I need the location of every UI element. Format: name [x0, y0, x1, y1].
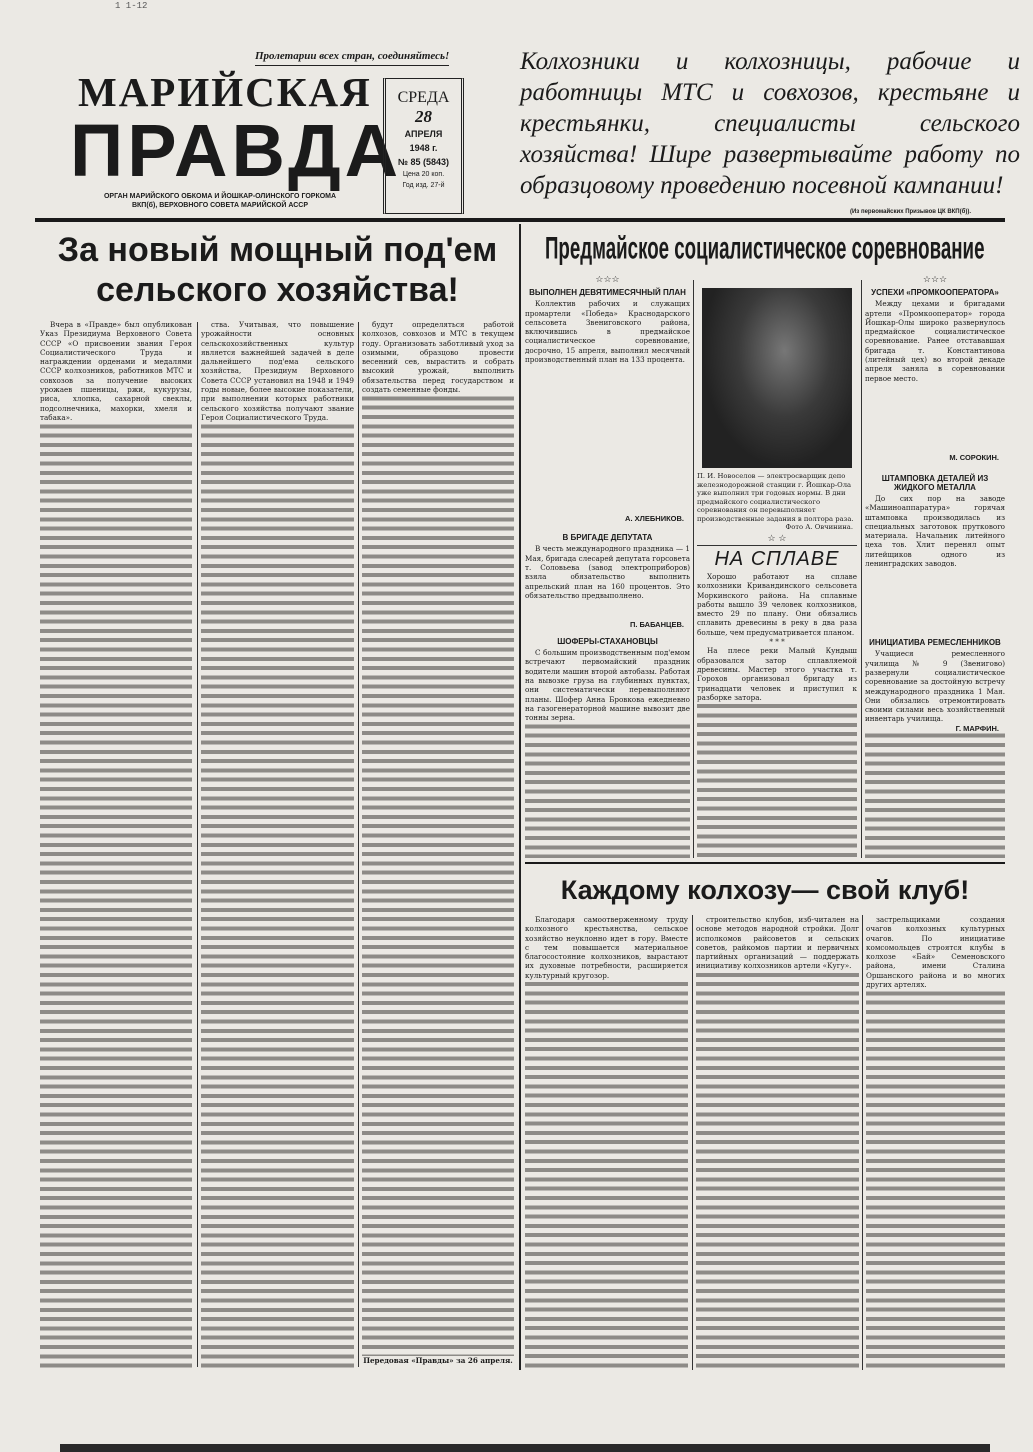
month: АПРЕЛЯ	[404, 129, 443, 139]
competition-column-1	[525, 276, 690, 858]
masthead-title-line2: ПРАВДА	[70, 109, 403, 192]
weekday: СРЕДА	[397, 89, 450, 106]
lead-column-1	[40, 320, 192, 1370]
article-title: В БРИГАДЕ ДЕПУТАТА	[525, 523, 690, 544]
column-divider	[861, 280, 862, 858]
stars-ornament: ☆☆☆	[525, 276, 690, 285]
lead-paragraph: Вчера в «Правде» был опубликован Указ Президиума Верховного Совета СССР «О присвоении звания Героя Социалистического Труда и награждении орденами и медалями СССР колхозников, работников МТС и совхозов за получение высоких урожаев пшеницы, ржи, кукурузы, риса, хлопка, сахарной свеклы, подсолнечника, махорки, хмеля и табака».	[40, 320, 192, 422]
price: Цена 20 коп.	[402, 171, 445, 178]
lead-headline	[40, 230, 515, 310]
column-divider	[862, 915, 863, 1370]
column-divider	[693, 280, 694, 858]
splav-column: Хорошо работают на сплаве колхозники Кривандинского сельсовета Моркинского района. На сплавные работы вышло 39 человек колхозников, вместо 29 по плану. Они обязались сплавить древесины в реку в два раза больше, чем предусматривается планом. * * * На плесе реки Малый Кундыш образовался затор сплавляемой древесины. Мастер этого участка т. Горохов организовал бригаду из тринадцати человек и приступил к разборке затора.	[697, 572, 857, 858]
competition-column-3	[865, 276, 1005, 858]
article-title: УСПЕХИ «ПРОМКООПЕРАТОРА»	[865, 285, 1005, 299]
year: 1948 г.	[409, 143, 438, 153]
photo-credit: Фото А. Овчинина.	[785, 523, 853, 531]
competition-headline: Предмайское социалистическое соревнование	[545, 231, 985, 267]
article-text: До сих пор на заводе «Машиноаппаратура» горячая штамповка производилась из специальных заготовок прутковоro материала. Начальник литейного цеха тов. Хлит перенял опыт литейщиков одного из ленинградских заводов.	[865, 493, 1005, 569]
photo-and-splav-block	[697, 472, 857, 858]
club-paragraph: строительство клубов, изб-читален на основе методов народной стройки. Долг исполкомов райсоветов и сельских советов, райкомов партии и первичных партийных организаций — поддержать инициативу колхозников артели «Кугу».	[696, 915, 859, 971]
column-divider	[692, 915, 693, 1370]
club-headline: Каждому колхозу— свой клуб!	[560, 875, 970, 905]
lead-headline-line1: За новый мощный под'ем	[57, 231, 498, 269]
edition-year: Год изд. 27-й	[402, 182, 445, 189]
splav-title: НА СПЛАВЕ	[714, 548, 840, 570]
article-title: ВЫПОЛНЕН ДЕВЯТИМЕСЯЧНЫЙ ПЛАН	[525, 285, 690, 299]
lead-source: Передовая «Правды» за 26 апреля.	[362, 1356, 514, 1370]
stars-ornament: ☆☆☆	[865, 276, 1005, 285]
slogan-source: (Из первомайских Призывов ЦК ВКП(б)).	[850, 209, 971, 215]
article-signature: Г. МАРФИН.	[865, 724, 1005, 733]
article-text: Коллектив рабочих и служащих промартели «Победа» Краснодарского сельсовета Звениговского района, включившись в предмайское социалистическое соревнование, досрочно, 15 апреля, выполнил месячный производственный план на 133 процента.	[525, 299, 690, 365]
article-text: Между цехами и бригадами артели «Промкооператор» города Йошкар-Олы широко развернулось предмайское социалистическое соревнование. Ранее отстававшая бригада т. Константинова (литейный цех) во второй декаде апреля заняла в соревновании первое место.	[865, 299, 1005, 383]
photo-caption: П. И. Новоселов — электросварщик депо железнодорожной станции г. Йошкар-Ола уже выполнил три годовых нормы. В дни предмайского социалистического соревнования он перевыполняет производственные задания в полтора раза.	[697, 472, 854, 523]
article-text: В честь международного праздника — 1 Мая, бригада слесарей депутата горсовета т. Соловьева (завод электроприборов) взяла обязательство выполнить апрельский план на 160 процентов. Это обязательство предвыполнено.	[525, 544, 690, 600]
day: 28	[415, 107, 432, 126]
page-divider	[519, 224, 521, 1370]
article-text: С большим производственным под'емом встречают первомайский праздник водители машин второй автобазы. Работая на вывозке груза на глубинных пунктах, они систематически перевыполняют планы. Шофер Анна Бровкова ежедневно на газогенераторной машине вывозит две тонны зерна.	[525, 648, 690, 723]
splav-stars: ☆ ☆	[697, 534, 857, 546]
issue-number: № 85 (5843)	[397, 157, 450, 167]
club-paragraph: Благодаря самоотверженному труду колхозного крестьянства, сельское хозяйство неуклонно идет в гору. Вместе с тем повышается материальное благосостояние колхозников, вырастают их духовные потребности, расширяется культурный кругозор.	[525, 915, 688, 980]
article-signature: М. СОРОКИН.	[865, 453, 1005, 462]
club-column-1	[525, 915, 688, 1370]
article-title: ШТАМПОВКА ДЕТАЛЕЙ ИЗ ЖИДКОГО МЕТАЛЛА	[865, 462, 1005, 494]
page-bottom-edge	[60, 1444, 990, 1452]
archive-mark: 1 1-12	[115, 1, 148, 11]
worker-photo	[702, 288, 852, 468]
column-divider	[197, 322, 198, 1367]
competition-headline-wrap	[525, 231, 1005, 267]
masthead-rule	[35, 218, 1005, 222]
article-text: Учащиеся ремесленного училища № 9 (Звенигово) развернули социалистическое соревнование за достойную встречу международного праздника 1 Мая. Они обязались отремонтировать своими силами весь хозяйственный инвентарь училища.	[865, 649, 1005, 724]
lead-column-2	[201, 320, 354, 1370]
slogan: Колхозники и колхозницы, рабочие и работницы МТС и совхозов, крестьяне и крестьянки, специалисты сельского хозяйства! Шире развертывайте работу по образцовому проведению посевной кампании!	[520, 48, 1020, 199]
article-signature: А. ХЛЕБНИКОВ.	[525, 514, 690, 523]
article-signature: П. БАБАНЦЕВ.	[525, 620, 690, 629]
club-paragraph: застрельщиками создания очагов колхозных культурных очагов. По инициативе комсомольцев строятся клубы в колхозе «Бай» Семеновского района, имени Сталина Оршанского района и во многих других артелях.	[866, 915, 1005, 990]
club-column-2	[696, 915, 859, 1370]
article-title: ШОФЕРЫ-СТАХАНОВЦЫ	[525, 629, 690, 648]
motto: Пролетарии всех стран, соединяйтесь!	[255, 50, 449, 66]
column-divider	[358, 322, 359, 1367]
article-text: На плесе реки Малый Кундыш образовался затор сплавляемой древесины. Мастер этого участка т. Горохов организовал бригаду из тринадцати человек и приступил к разборке затора.	[697, 646, 857, 702]
club-column-3	[866, 915, 1005, 1370]
lead-paragraph: будут определяться работой колхозов, совхозов и МТС в текущем году. Организовать заботливый уход за озимыми, образцово провести весенний сев, вырастить и собрать высокий урожай, выполнить обязательства перед государством и создать семенные фонды.	[362, 320, 514, 395]
article-title: ИНИЦИАТИВА РЕМЕСЛЕННИКОВ	[865, 628, 1005, 649]
lead-column-3	[362, 320, 514, 1370]
article-text: Хорошо работают на сплаве колхозники Кривандинского сельсовета Моркинского района. На сплавные работы вышло 39 человек колхозников, вместо 29 по плану. Они обязались сплавить древесины в реку в два раза больше, чем предусматривается планом.	[697, 572, 857, 637]
lead-headline-line2: сельского хозяйства!	[96, 271, 459, 309]
masthead-organ: ОРГАН МАРИЙСКОГО ОБКОМА И ЙОШКАР-ОЛИНСКОГО ГОРКОМА ВКП(б), ВЕРХОВНОГО СОВЕТА МАРИЙСКОЙ АССР	[103, 193, 337, 209]
section-rule	[525, 862, 1005, 864]
masthead-title-line1: МАРИЙСКАЯ	[78, 69, 372, 115]
date-box	[383, 78, 464, 214]
lead-paragraph: ства. Учитывая, что повышение урожайности основных сельскохозяйственных культур является важнейшей задачей в деле дальнейшего под'ема сельского хозяйства, Президиум Верховного Совета СССР установил на 1948 и 1949 годы новые, более высокие показатели, при выполнении которых работники сельского хозяйства получают звание Героя Социалистического Труда.	[201, 320, 354, 422]
